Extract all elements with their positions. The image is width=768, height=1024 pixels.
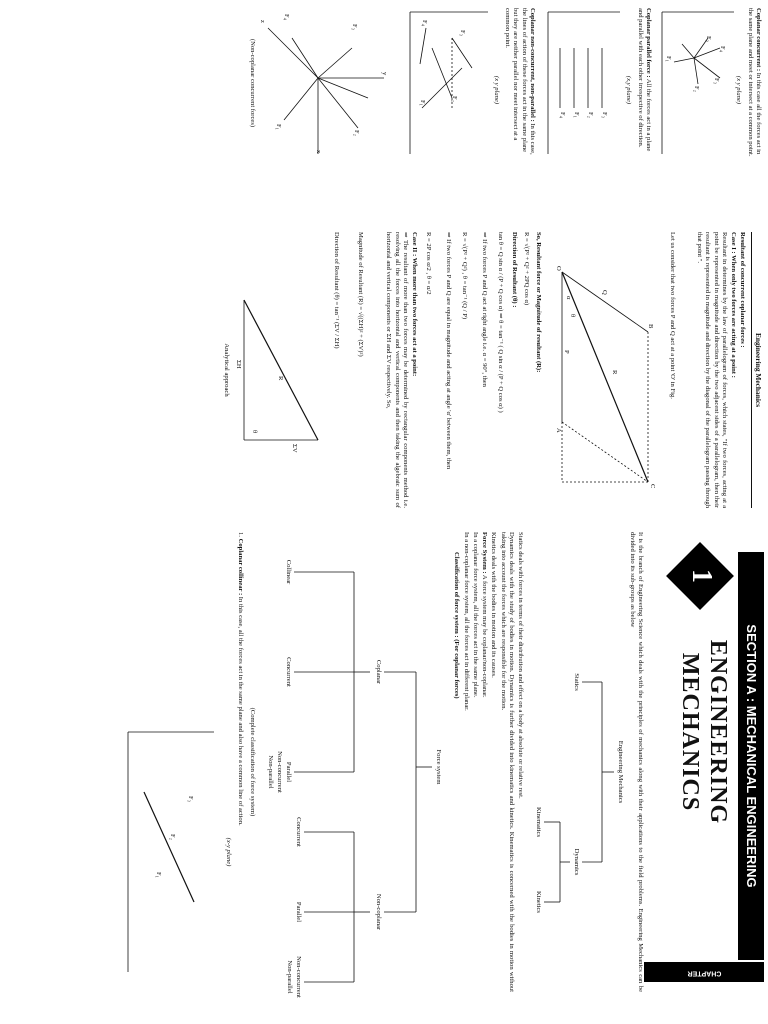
case2-text: ⇒ The resultant of more than two forces may be determined by rectangular components method i.e. resolving all the forces into horizontal and vertical components and then taking the algebraic sum of horizontal and vertical components or ΣH and ΣV respectively. So, <box>385 232 409 508</box>
label-b: B <box>647 324 654 329</box>
parallelogram-figure <box>548 232 658 508</box>
tree2-parallel-b: Parallel <box>295 901 302 923</box>
label-f3: F₃ <box>705 36 712 42</box>
label-f2d: F₂ <box>353 130 360 136</box>
xy-plane-label-3: (x y plane) <box>493 75 500 105</box>
label-f4b: F₄ <box>559 112 566 118</box>
label-f2: F₂ <box>693 86 700 92</box>
label-f3b: F₃ <box>601 112 608 118</box>
label-y: y <box>381 72 388 76</box>
chapter-title-block <box>666 632 732 832</box>
force-system-para <box>480 532 488 992</box>
tree-dynamics: Dynamics <box>573 848 580 876</box>
para-title: Coplanar non-concurrent, non-parallel : <box>529 8 536 122</box>
xy-plane-label: (x y plane) <box>735 75 742 105</box>
label-f1e: F₁ <box>155 872 162 878</box>
tree2-nonconcurrent-b: Non-concurrent <box>295 956 302 998</box>
chapter-title-line-2: MECHANICS <box>677 652 703 812</box>
tree2-nonparallel-b: Non-parallel <box>286 960 293 994</box>
label-f1d: F₁ <box>275 124 282 130</box>
label-z: z <box>259 20 266 23</box>
case1-title: Case I : When only two forces are acting at a point : <box>730 232 737 378</box>
resultant-eq: R = √(P² + Q² + 2PQ cos α) <box>523 232 530 306</box>
tree2-noncoplanar: Non-coplanar <box>375 893 382 931</box>
coplanar-concurrent-para <box>745 8 762 158</box>
running-header: Engineering Mechanics <box>751 232 762 508</box>
noncoplanar-figure <box>258 8 388 158</box>
mechanics-tree <box>532 592 622 952</box>
coplanar-parallel-para <box>635 8 652 158</box>
label-f1c: F₁ <box>419 100 426 106</box>
para-title: Coplanar parallel force : <box>645 8 652 78</box>
coplanar-nonconcurrent-figure <box>406 8 492 158</box>
para-title: Force System : <box>481 532 488 574</box>
para-text: In this case, all the forces act in the same plane and also have a common line of action. <box>237 595 244 826</box>
label-theta: θ <box>569 314 576 318</box>
noncoplanar-text: In a non-coplanar force system, all the forces act in different planar. <box>463 532 470 711</box>
analytical-figure <box>234 260 324 480</box>
right-column <box>0 512 768 1024</box>
para-text: In this case all the forces act in the same plane and meet or intersect at a common point. <box>746 8 762 157</box>
case1-text: Resultant in determines by the law of parallelogram of forces, which states, "If two forces, acting at a point be represented in magnitude and direction by the two adjacent sides of a parallelogram, then their resultant is represented in magnitude and direction by the diagonal of the parallelogram passing through that point ". <box>695 232 728 508</box>
coplanar-text: In a coplanar force system, all the forces act in the same plane. <box>472 532 479 698</box>
label-r: R <box>611 370 618 375</box>
tree-kinetics: Kinetics <box>535 891 542 913</box>
coplanar-concurrent-figure <box>658 8 738 158</box>
label-r2: R <box>277 376 284 381</box>
tree2-parallel: Parallel <box>285 761 292 783</box>
label-a: A <box>555 428 562 433</box>
label-alpha: α <box>565 296 572 300</box>
label-f4: F₄ <box>719 46 726 52</box>
intro-text: It is the branch of Engineering Science which deals with the principles of mechanics along with their applications to the field problems. Engineering Mechanics can be divided into its sub-groups as below <box>628 532 644 992</box>
label-p: P <box>563 350 570 354</box>
chapter-number: 1 <box>686 569 717 583</box>
para-title: Coplanar concurrent : <box>755 8 762 72</box>
noncoplanar-caption: (Non-coplanar concurrent forces) <box>249 38 256 128</box>
label-f1: F₁ <box>665 56 672 62</box>
label-o: O <box>555 266 562 271</box>
direction-eq: tan θ = Q sin α / (P + Q cos α) ⇒ θ = tan⁻¹ ( Q sin α / (P + Q cos α) ) <box>497 232 504 413</box>
label-c: C <box>649 484 656 489</box>
magnitude-eq: Magnitude of Resultant (R) = √((ΣH)² + (ΣV)²) <box>357 232 364 357</box>
direction-title: Direction of Resultant (θ) : <box>511 232 518 308</box>
chapter-title-line-1: ENGINEERING <box>705 639 731 825</box>
para-text: In this case, the lines of action of these forces act in the same plane but they are neither parallel nor meet intersect at a common point. <box>503 8 536 155</box>
collinear-para <box>236 532 244 992</box>
label-theta2: θ <box>251 430 258 434</box>
right-angle-eq: R = √(P² + Q²) , θ = tan⁻¹ (Q / P) <box>461 232 468 320</box>
label-f5: F₃ <box>713 78 720 84</box>
tree2-nonparallel: Non-parallel <box>267 755 274 789</box>
tree2-collinear: Collinear <box>285 559 292 585</box>
statics-text: Statics deals with forces in terms of their distribution and effect on a body at absolute or relative rest. <box>517 532 524 799</box>
section-title-banner: SECTION A : MECHANICAL ENGINEERING <box>744 624 759 888</box>
case1-let: Let us consider that two forces P and Q act at a point 'O' in Fig. <box>669 232 676 399</box>
resultant-title: So, Resultant force or Magnitude of resultant (R): <box>535 232 542 373</box>
equal-text: ⇒ If two forces P and Q are equal in magnitude and acting at angle 'α' between them, then <box>445 232 452 470</box>
label-f2e: F₂ <box>169 834 176 840</box>
para-title: Coplanar collinear : <box>237 538 244 596</box>
coplanar-parallel-figure <box>544 8 624 158</box>
tree-kinematics: Kinematics <box>535 806 542 838</box>
collinear-xy-plane: (x-y plane) <box>225 837 232 867</box>
label-x: x <box>315 150 322 154</box>
tree-root: Engineering Mechanics <box>617 740 624 804</box>
label-f4d: F₄ <box>283 14 290 20</box>
dynamics-text: Dynamics deals with the study of bodies in motion. Dynamics is further divided into kinematics and kinetics. Kinematics is concerned with the bodies in motion without taking into account the forces which are responsible for the motion. <box>499 532 515 992</box>
label-f2c: F₂ <box>451 96 458 102</box>
collinear-figure <box>124 712 224 982</box>
label-f1b: F₁ <box>573 112 580 118</box>
section-title: Resultant of concurrent coplanar forces : <box>739 232 746 348</box>
para-number: 1. <box>237 532 244 537</box>
coplanar-nonconcurrent-para <box>502 8 536 158</box>
tree-statics: Statics <box>573 673 580 691</box>
label-f3e: F₃ <box>187 796 194 802</box>
analytical-caption: Analytical approach <box>223 343 230 397</box>
para-text: A force system may be coplanar/non-coplanar. <box>481 573 488 698</box>
label-f4c: F₄ <box>421 20 428 26</box>
tree2-coplanar: Coplanar <box>375 659 382 685</box>
label-sumh: ΣH <box>235 360 242 369</box>
tree2-concurrent: Concurrent <box>285 657 292 687</box>
chapter-label: CHAPTER <box>687 969 722 977</box>
label-f2b: F₂ <box>587 112 594 118</box>
right-angle-text: ⇒ If two forces P and Q act at right angle i.e. α = 90°, then <box>481 232 488 387</box>
kinetics-text: Kinetics deals with the bodies in motion and its causes. <box>490 532 497 678</box>
section-banner <box>738 552 764 960</box>
tree2-nonconcurrent: Non-concurrent <box>276 751 283 793</box>
xy-plane-label-2: (x,y plane) <box>625 75 632 105</box>
para-text: All the forces act in a plane and parallel with each other irrespective of direction. <box>636 8 652 152</box>
label-sumv: ΣV <box>291 444 298 453</box>
direction-eq-2: Direction of Resultant (θ) = tan⁻¹ (ΣV / ΣH) <box>333 232 340 349</box>
classification-title: Classification of force system : (For coplanar forces) <box>453 552 460 699</box>
case2-title: Case II : When more than two forces act at a point: <box>411 232 418 377</box>
equal-eq: R = 2P cos α/2 , θ = α/2 <box>425 232 432 295</box>
tree2-root: Force system <box>435 749 442 785</box>
label-q: Q <box>601 290 608 295</box>
label-f3d: F₃ <box>351 24 358 30</box>
label-f3c: F₃ <box>459 30 466 36</box>
tree2-caption: (Complete classification of force system) <box>249 707 256 817</box>
tree2-concurrent-b: Concurrent <box>295 817 302 847</box>
